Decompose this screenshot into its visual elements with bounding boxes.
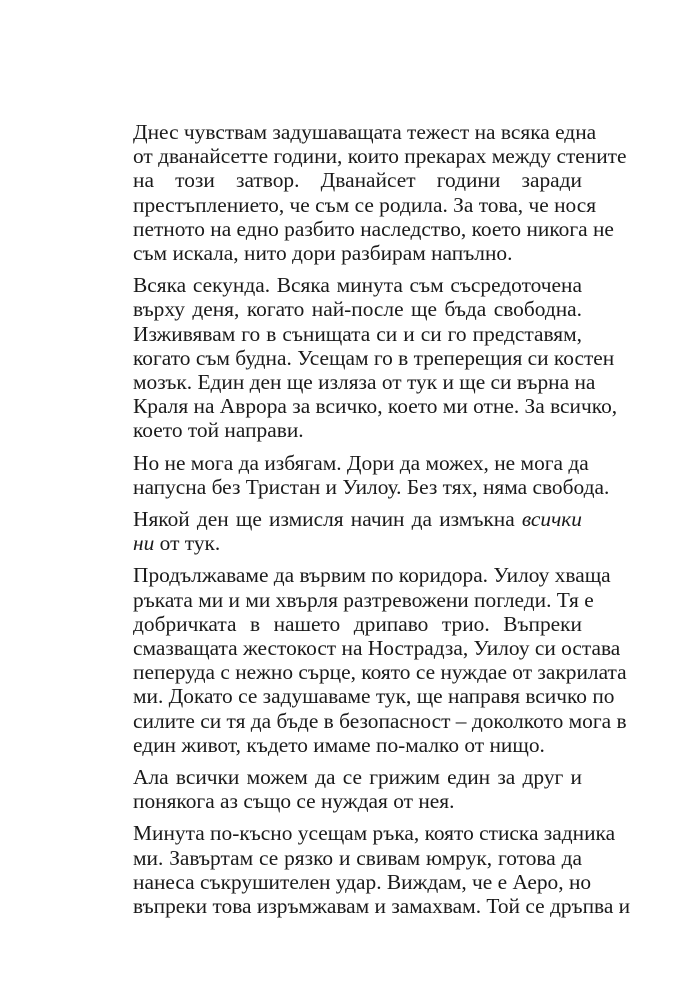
text-line: Всяка секунда. Всяка минута съм съсредоточена: [133, 273, 582, 298]
text-line: което той направи.: [133, 418, 304, 443]
text-line: съм искала, нито дори разбирам напълно.: [133, 241, 513, 266]
text-line: добричката в нашето дрипаво трио. Въпреки: [133, 611, 582, 636]
text-line: мозък. Един ден ще изляза от тук и ще си върна на: [133, 370, 596, 395]
text-line: ми. Докато се задушаваме тук, ще направя всичко по: [133, 684, 615, 709]
text-line: пеперуда с нежно сърце, която се нуждае от закрилата: [133, 660, 627, 685]
text-line: върху деня, когато най-после ще бъда свободна.: [133, 297, 582, 322]
text-line: Краля на Аврора за всичко, което ми отне. За всичко,: [133, 394, 618, 419]
text-line: [112, 531, 582, 555]
text-line: понякога аз също се нуждая от нея.: [133, 789, 455, 814]
paragraph-4: [112, 507, 582, 555]
text-line: Днес чувствам задушаващата тежест на всяка една: [133, 120, 597, 144]
text-line: Но не мога да избягам. Дори да можех, не мога да: [133, 450, 589, 475]
text-line: Продължаваме да вървим по коридора. Уилоу хваща: [133, 563, 611, 588]
text-line: когато съм будна. Усещам го в треперещия си костен: [133, 345, 615, 370]
emphasis-text: ни: [133, 531, 155, 556]
text-line: Ала всички можем да се грижим един за друг и: [133, 765, 582, 790]
text-line: въпреки това изръмжавам и замахвам. Той се дръпва и: [133, 894, 631, 919]
text-run: Някой ден ще измисля начин да измъкна: [133, 507, 522, 532]
text-line: силите си тя да бъде в безопасност – доколкото мога в: [133, 708, 627, 733]
paragraph-2: [112, 273, 618, 443]
text-line: един живот, където имаме по-малко от нищо.: [133, 732, 545, 757]
text-line: от дванайсетте години, които прекарах между стените: [133, 144, 627, 169]
text-line: на този затвор. Дванайсет години заради: [133, 168, 582, 193]
paragraph-7: [112, 821, 631, 919]
emphasis-text: всички: [521, 507, 582, 532]
text-line: петното на едно разбито наследство, което никога не: [133, 216, 614, 241]
text-line: смазващата жестокост на Нострадза, Уилоу си остава: [133, 636, 621, 661]
text-run: от тук.: [154, 531, 221, 556]
text-line: напусна без Тристан и Уилоу. Без тях, няма свобода.: [133, 474, 610, 499]
paragraph-6: [112, 765, 582, 813]
paragraph-5: [112, 563, 627, 757]
text-line: ръката ми и ми хвърля разтревожени погледи. Тя е: [133, 587, 594, 612]
text-line: нанеса съкрушителен удар. Виждам, че е Аеро, но: [133, 869, 592, 894]
text-line: ми. Завъртам се рязко и свивам юмрук, готова да: [133, 845, 582, 870]
text-line: Изживявам го в сънищата си и си го представям,: [133, 321, 582, 346]
text-line: престъплението, че съм се родила. За това, че нося: [133, 192, 597, 217]
text-line: [112, 507, 582, 531]
text-line: Минута по-късно усещам ръка, която стиска задника: [133, 821, 616, 846]
paragraph-3: [112, 450, 610, 499]
paragraph-1: [112, 120, 627, 266]
body-text: [112, 120, 631, 926]
